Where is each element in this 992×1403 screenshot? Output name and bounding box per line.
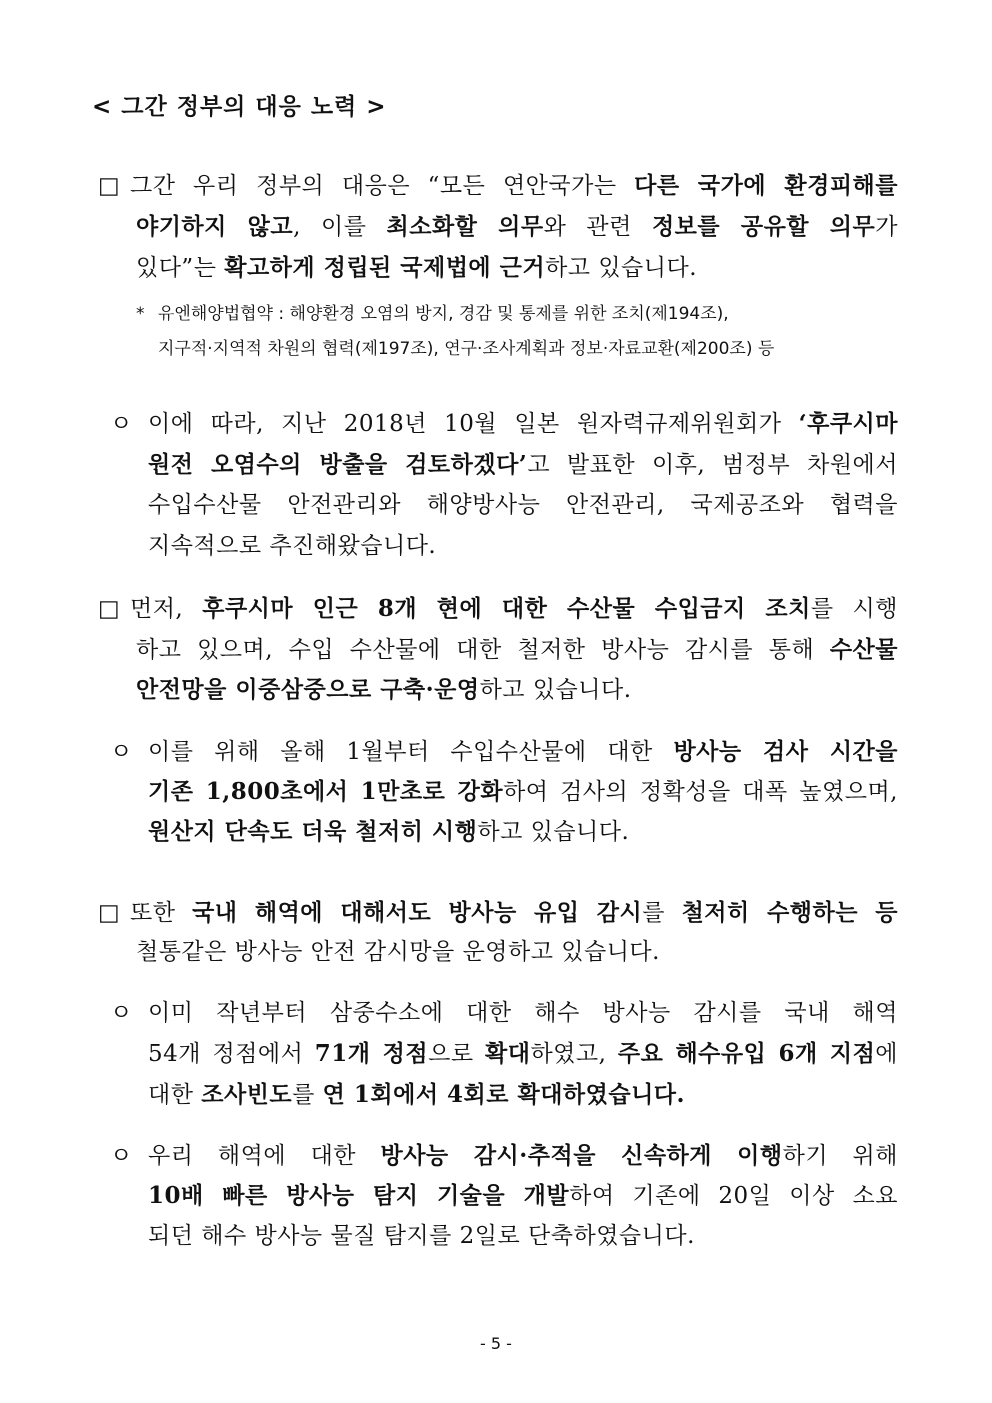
- asterisk-icon: *: [136, 304, 145, 324]
- footnote-line1: * 유엔해양법협약 : 해양환경 오염의 방지, 경감 및 통제를 위한 조치(제194조),: [136, 304, 729, 324]
- box-bullet-icon: □: [98, 173, 121, 199]
- sub2-line1: ㅇ 이를 위해 올해 1월부터 수입수산물에 대한 방사능 검사 시간을: [110, 738, 898, 765]
- sub3-line1: ㅇ 이미 작년부터 삼중수소에 대한 해수 방사능 감시를 국내 해역: [110, 1000, 898, 1026]
- sub4-line3: 되던 해수 방사능 물질 탐지를 2일로 단축하였습니다.: [148, 1223, 695, 1249]
- sub1-line1: ㅇ 이에 따라, 지난 2018년 10월 일본 원자력규제위원회가 ‘후쿠시마: [110, 410, 898, 437]
- circle-bullet-icon: ㅇ: [110, 739, 133, 765]
- box-bullet-icon: □: [98, 900, 121, 926]
- circle-bullet-icon: ㅇ: [110, 1143, 133, 1169]
- sub2-line3: 원산지 단속도 더욱 철저히 시행하고 있습니다.: [148, 818, 630, 845]
- circle-bullet-icon: ㅇ: [110, 1000, 133, 1026]
- section1-line2: 야기하지 않고, 이를 최소화할 의무와 관련 정보를 공유할 의무가: [136, 213, 898, 240]
- box-bullet-icon: □: [98, 596, 121, 622]
- section-heading: < 그간 정부의 대응 노력 >: [92, 94, 387, 120]
- section2-line2: 하고 있으며, 수입 수산물에 대한 철저한 방사능 감시를 통해 수산물: [136, 636, 898, 663]
- circle-bullet-icon: ㅇ: [110, 411, 133, 437]
- sub1-line4: 지속적으로 추진해왔습니다.: [148, 533, 437, 559]
- sub1-line2: 원전 오염수의 방출을 검토하겠다’고 발표한 이후, 범정부 차원에서: [148, 451, 898, 478]
- sub3-line3: 대한 조사빈도를 연 1회에서 4회로 확대하였습니다.: [148, 1081, 686, 1108]
- section1-line1: □ 그간 우리 정부의 대응은 “모든 연안국가는 다른 국가에 환경피해를: [98, 172, 898, 199]
- section1-line3: 있다”는 확고하게 정립된 국제법에 근거하고 있습니다.: [136, 254, 698, 281]
- sub4-line2: 10배 빠른 방사능 탐지 기술을 개발하여 기존에 20일 이상 소요: [148, 1182, 898, 1209]
- section3-line1: □ 또한 국내 해역에 대해서도 방사능 유입 감시를 철저히 수행하는 등: [98, 899, 899, 926]
- sub1-line3: 수입수산물 안전관리와 해양방사능 안전관리, 국제공조와 협력을: [148, 492, 898, 518]
- page-number: - 5 -: [480, 1334, 512, 1353]
- sub3-line2: 54개 정점에서 71개 정점으로 확대하였고, 주요 해수유입 6개 지점에: [148, 1040, 899, 1067]
- footnote-line2: 지구적·지역적 차원의 협력(제197조), 연구·조사계획과 정보·자료교환(제200조) 등: [158, 339, 775, 359]
- section2-line3: 안전망을 이중삼중으로 구축·운영하고 있습니다.: [136, 676, 632, 703]
- section2-line1: □ 먼저, 후쿠시마 인근 8개 현에 대한 수산물 수입금지 조치를 시행: [98, 595, 898, 622]
- sub4-line1: ㅇ 우리 해역에 대한 방사능 감시·추적을 신속하게 이행하기 위해: [110, 1142, 898, 1169]
- section3-line2: 철통같은 방사능 안전 감시망을 운영하고 있습니다.: [136, 939, 660, 965]
- sub2-line2: 기존 1,800초에서 1만초로 강화하여 검사의 정확성을 대폭 높였으며,: [148, 778, 898, 805]
